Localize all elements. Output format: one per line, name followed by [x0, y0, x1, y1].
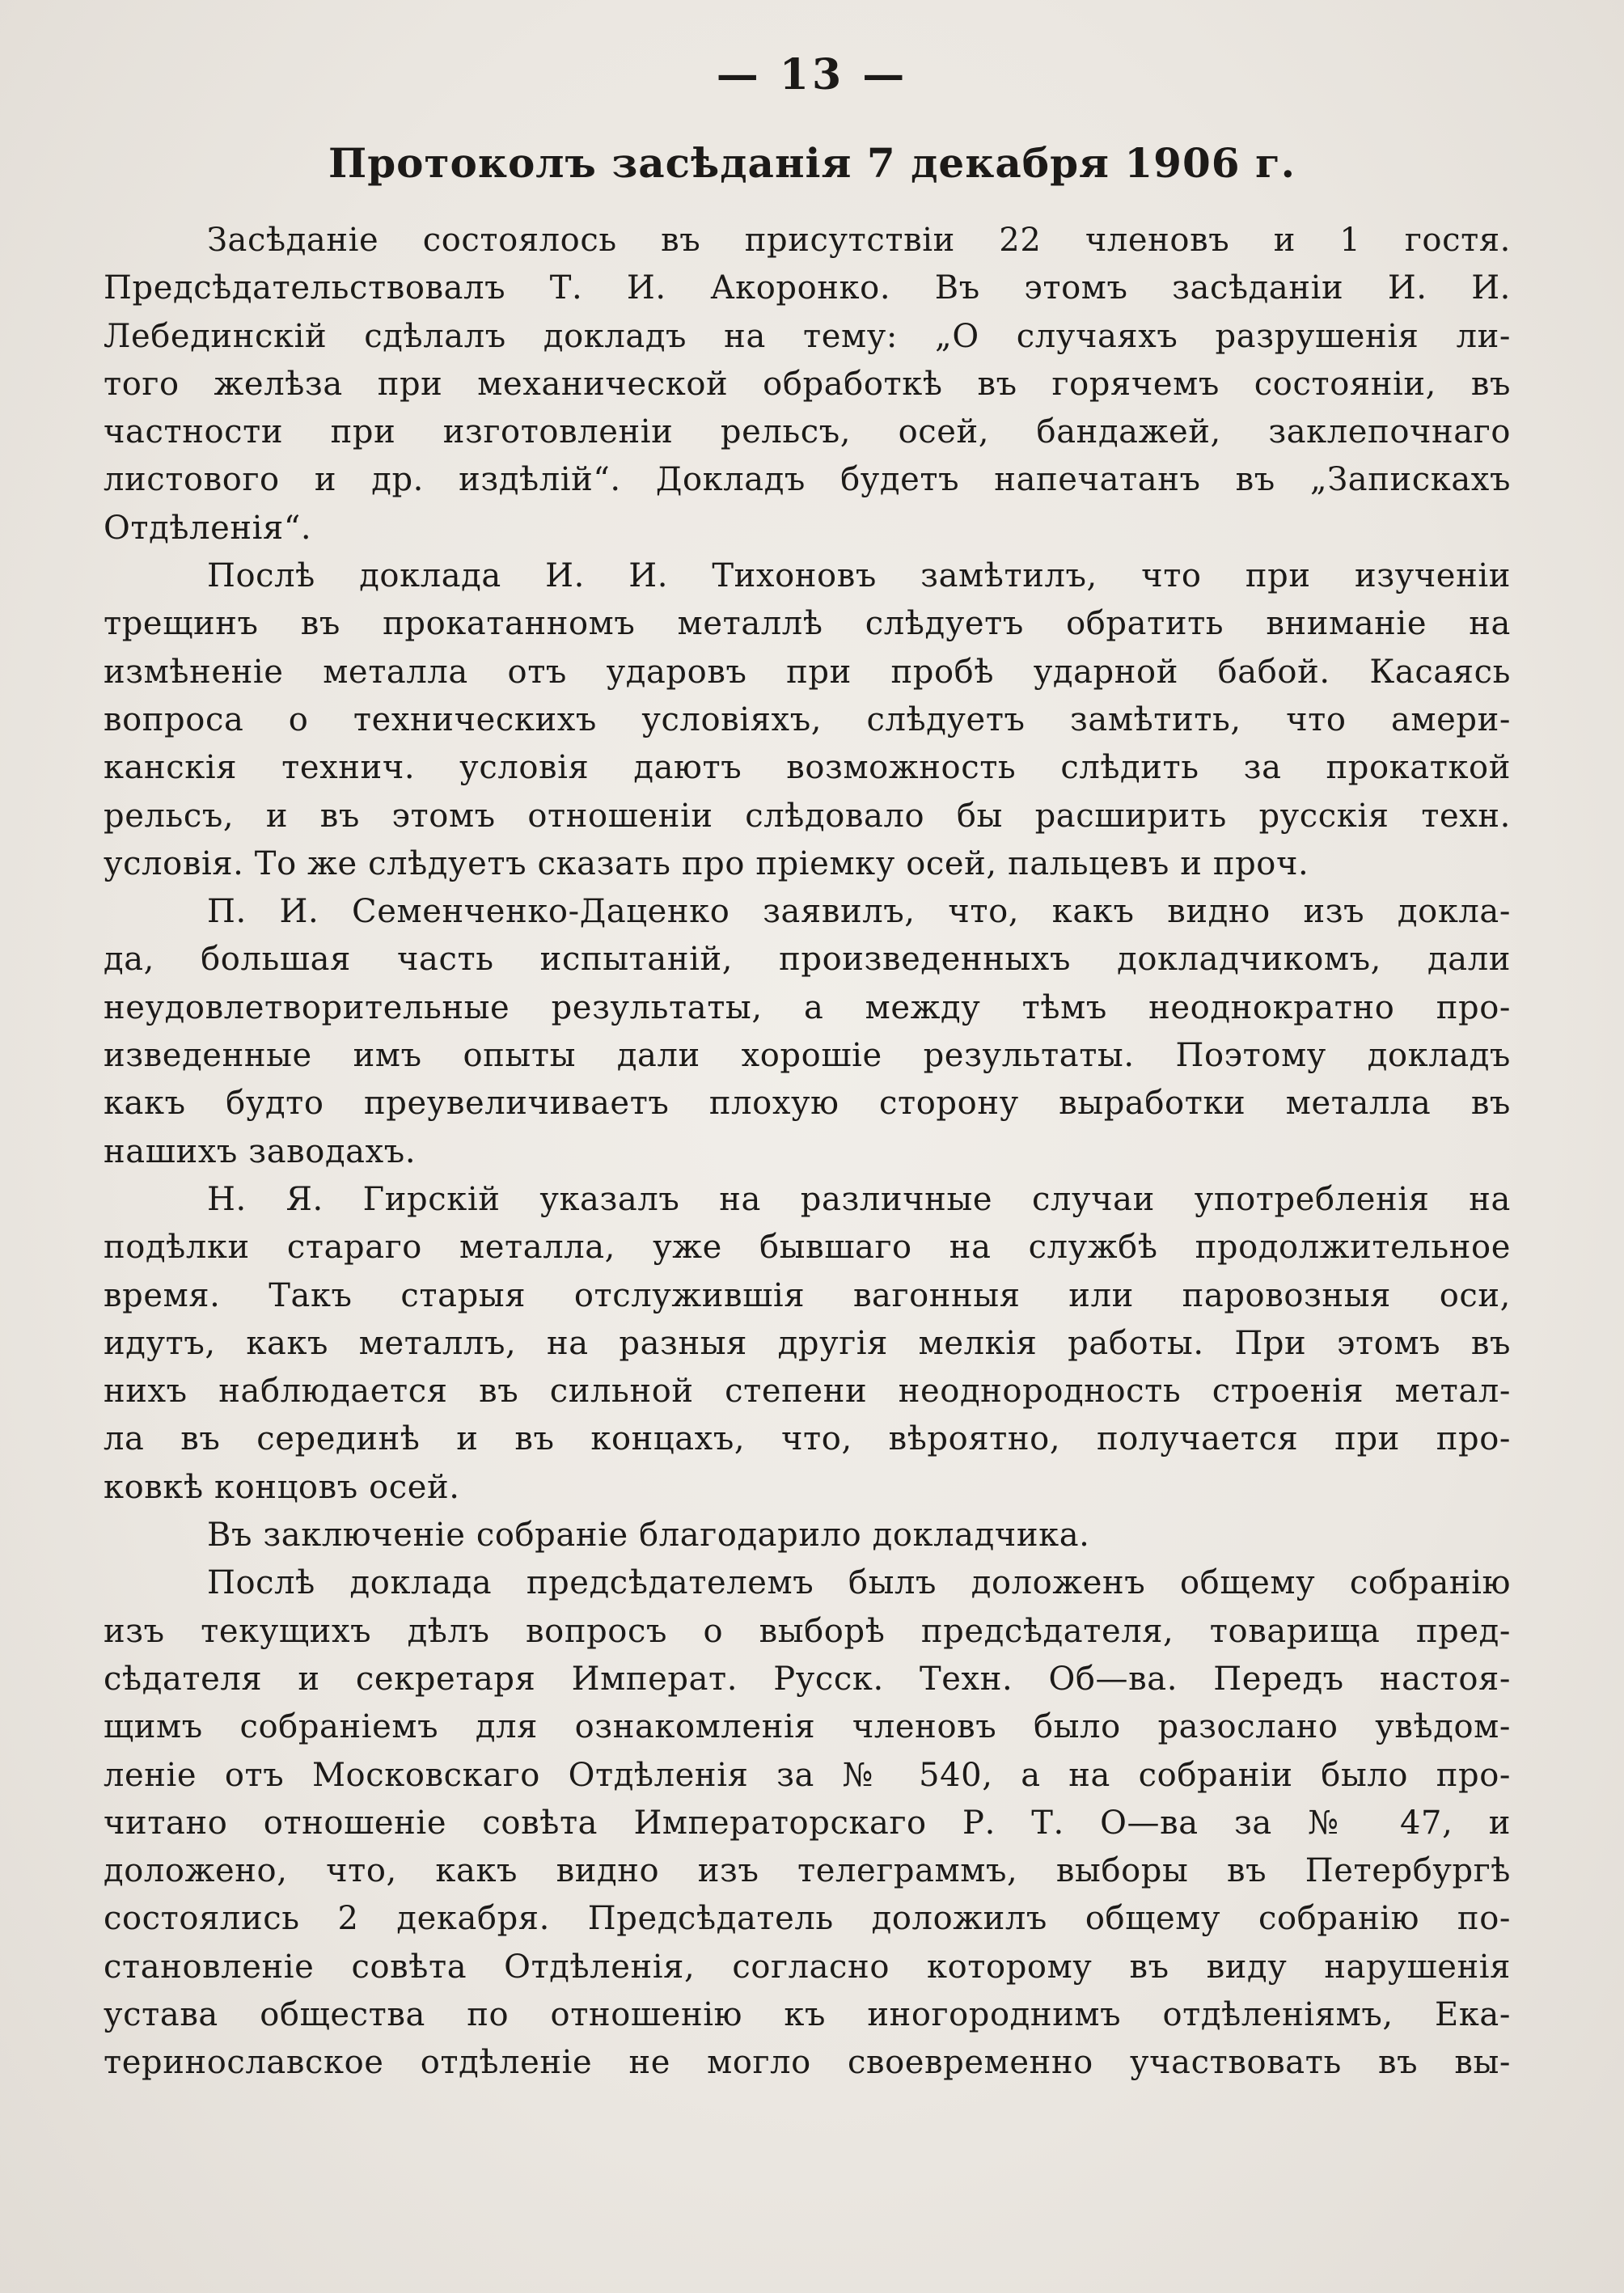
text-line: трещинъ въ прокатанномъ металлѣ слѣдуетъ обратить вниманіе на	[104, 605, 1511, 643]
text-line: время. Такъ старыя отслужившія вагонныя или паровозныя оси,	[104, 1276, 1511, 1314]
text-line: доложено, что, какъ видно изъ телеграммъ, выборы въ Петербургѣ	[104, 1852, 1511, 1890]
text-line: да, большая часть испытаній, произведенныхъ докладчикомъ, дали	[104, 941, 1511, 979]
text-line: Н. Я. Гирскій указалъ на различные случаи употребленія на	[207, 1180, 1511, 1218]
page-number: — 13 —	[716, 50, 908, 99]
text-line: ла въ серединѣ и въ концахъ, что, вѣроятно, получается при про-	[104, 1420, 1511, 1458]
text-line: Предсѣдательствовалъ Т. И. Акоронко. Въ этомъ засѣданіи И. И.	[104, 269, 1511, 307]
paragraph	[104, 1512, 1511, 1559]
text-line: Послѣ доклада И. И. Тихоновъ замѣтилъ, что при изученіи	[207, 557, 1511, 595]
text-line: изведенные имъ опыты дали хорошіе результаты. Поэтому докладъ	[104, 1037, 1511, 1075]
text-line: идутъ, какъ металлъ, на разныя другія мелкія работы. При этомъ въ	[104, 1324, 1511, 1362]
paragraph	[104, 217, 1511, 552]
text-line: теринославское отдѣленіе не могло своевременно участвовать въ вы-	[104, 2044, 1511, 2082]
text-line: устава общества по отношенію къ иногороднимъ отдѣленіямъ, Ека-	[104, 1995, 1511, 2033]
paragraph	[104, 888, 1511, 1176]
paragraph	[104, 552, 1511, 888]
text-line: измѣненіе металла отъ ударовъ при пробѣ ударной бабой. Касаясь	[104, 653, 1511, 691]
text-line: рельсъ, и въ этомъ отношеніи слѣдовало бы расширить русскія техн.	[104, 797, 1511, 835]
text-line: какъ будто преувеличиваетъ плохую сторону выработки металла въ	[104, 1085, 1511, 1123]
text-line: нихъ наблюдается въ сильной степени неоднородность строенія метал-	[104, 1373, 1511, 1411]
text-line: сѣдателя и секретаря Императ. Русск. Техн. Об—ва. Передъ настоя-	[104, 1660, 1511, 1698]
text-line: листового и др. издѣлій“. Докладъ будетъ напечатанъ въ „Запискахъ	[104, 461, 1511, 499]
text-line: леніе отъ Московскаго Отдѣленія за № 540, а на собраніи было про-	[104, 1756, 1511, 1794]
text-line: изъ текущихъ дѣлъ вопросъ о выборѣ предсѣдателя, товарища пред-	[104, 1612, 1511, 1650]
paragraph	[104, 1559, 1511, 2087]
text-line: ковкѣ концовъ осей.	[104, 1468, 460, 1506]
text-line: частности при изготовленіи рельсъ, осей, бандажей, заклепочнаго	[104, 413, 1511, 451]
paragraph	[104, 1176, 1511, 1512]
text-line: становленіе совѣта Отдѣленія, согласно которому въ виду нарушенія	[104, 1948, 1511, 1986]
text-line: Лебединскій сдѣлалъ докладъ на тему: „О случаяхъ разрушенія ли-	[104, 317, 1511, 355]
text-line: Въ заключеніе собраніе благодарило докладчика.	[207, 1517, 1090, 1555]
text-line: Засѣданіе состоялось въ присутствіи 22 членовъ и 1 гостя.	[207, 222, 1511, 259]
text-line: условія. То же слѣдуетъ сказать про пріемку осей, пальцевъ и проч.	[104, 844, 1309, 882]
text-line: Послѣ доклада предсѣдателемъ былъ доложенъ общему собранію	[207, 1564, 1511, 1602]
body-text	[104, 217, 1511, 2088]
text-line: того желѣза при механической обработкѣ въ горячемъ состояніи, въ	[104, 365, 1511, 403]
text-line: подѣлки стараго металла, уже бывшаго на службѣ продолжительное	[104, 1229, 1511, 1267]
text-line: П. И. Семенченко-Даценко заявилъ, что, какъ видно изъ докла-	[207, 893, 1511, 931]
text-line: щимъ собраніемъ для ознакомленія членовъ было разослано увѣдом-	[104, 1708, 1511, 1746]
text-line: читано отношеніе совѣта Императорскаго Р. Т. О—ва за № 47, и	[104, 1804, 1511, 1842]
text-line: канскія технич. условія даютъ возможность слѣдить за прокаткой	[104, 749, 1511, 787]
text-line: Отдѣленія“.	[104, 509, 312, 547]
text-line: нашихъ заводахъ.	[104, 1132, 417, 1170]
page-title: Протоколъ засѣданія 7 декабря 1906 г.	[328, 139, 1296, 187]
text-line: неудовлетворительные результаты, а между тѣмъ неоднократно про-	[104, 988, 1511, 1026]
text-line: вопроса о техническихъ условіяхъ, слѣдуетъ замѣтить, что амери-	[104, 700, 1511, 738]
text-line: состоялись 2 декабря. Предсѣдатель доложилъ общему собранію по-	[104, 1900, 1511, 1938]
